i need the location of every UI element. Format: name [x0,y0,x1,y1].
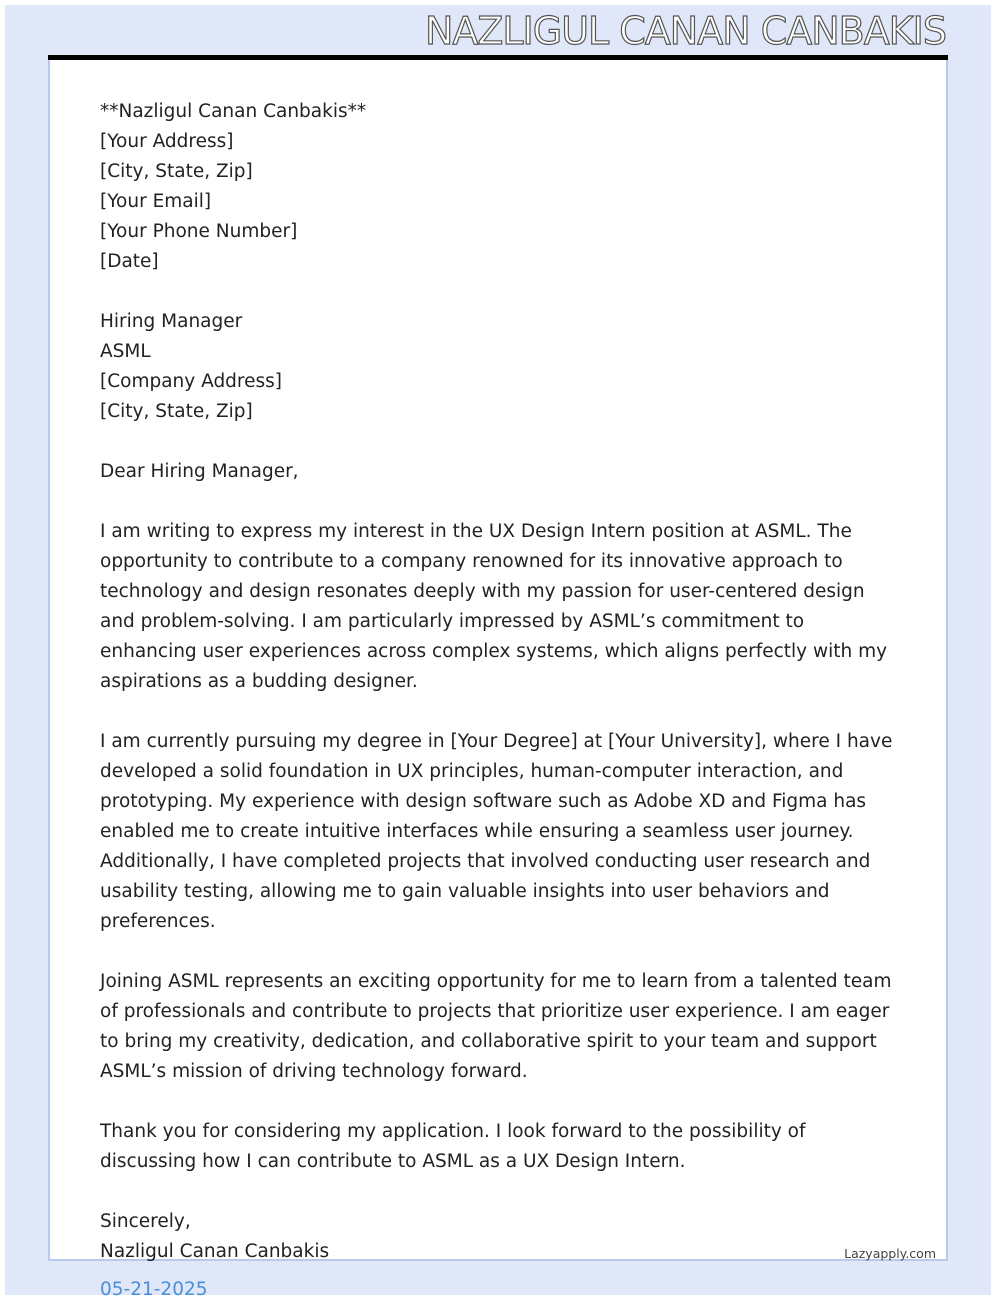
sender-phone: [Your Phone Number] [100,221,298,242]
signature-name: Nazligul Canan Canbakis [100,1241,330,1262]
body-paragraph-4: Thank you for considering my application. I look forward to the possibility of discussing how I can contribute to ASML as a UX Design Intern. [100,1121,806,1172]
recipient-company: ASML [100,341,151,362]
sender-date: [Date] [100,251,159,272]
spacer [100,277,900,307]
recipient-title: Hiring Manager [100,311,243,332]
body-paragraph-3: Joining ASML represents an exciting opportunity for me to learn from a talented team of professionals and contribute to projects that prioritize user experience. I am eager to bring my creativity, dedication, and collaborative spirit to your team and support ASML’s mission of driving technology forward. [100,971,892,1082]
sender-city-state-zip: [City, State, Zip] [100,161,253,182]
valediction: Sincerely, [100,1211,191,1232]
cover-letter-body [100,97,900,1267]
spacer [100,427,900,457]
sender-name: **Nazligul Canan Canbakis** [100,101,367,122]
recipient-block [100,307,900,427]
body-paragraph-2: I am currently pursuing my degree in [Your Degree] at [Your University], where I have developed a solid foundation in UX principles, human-computer interaction, and prototyping. My experience with design software such as Adobe XD and Figma has enabled me to create intuitive interfaces while ensuring a seamless user journey. Additionally, I have completed projects that involved conducting user research and usability testing, allowing me to gain valuable insights into user behaviors and preferences. [100,731,893,932]
closing-block [100,1207,900,1267]
recipient-address: [Company Address] [100,371,283,392]
body-paragraph-1: I am writing to express my interest in the UX Design Intern position at ASML. The opportunity to contribute to a company renowned for its innovative approach to technology and design resonates deeply with my passion for user-centered design and problem-solving. I am particularly impressed by ASML’s commitment to enhancing user experiences across complex systems, which aligns perfectly with my aspirations as a budding designer. [100,521,888,692]
header-name: NAZLIGUL CANAN CANBAKIS [424,9,946,53]
sender-block [100,97,900,277]
sender-address: [Your Address] [100,131,234,152]
footer-date: 05-21-2025 [100,1279,208,1300]
sender-email: [Your Email] [100,191,212,212]
salutation: Dear Hiring Manager, [100,461,299,482]
footer-brand-link[interactable]: Lazyapply.com [844,1246,936,1261]
recipient-city-state-zip: [City, State, Zip] [100,401,253,422]
